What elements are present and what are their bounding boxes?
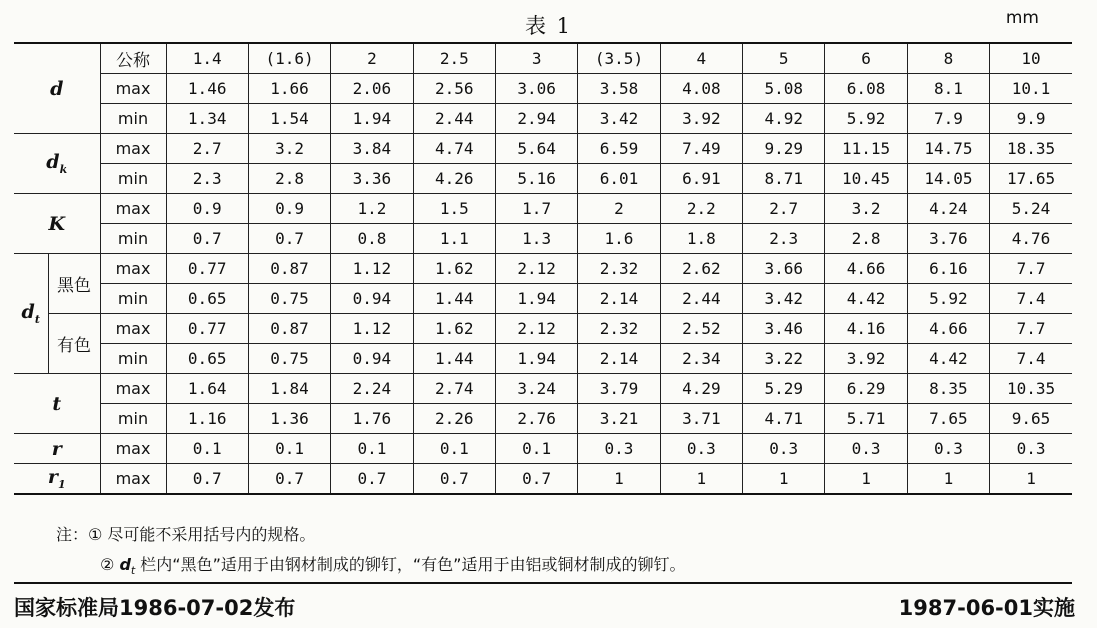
- table-cell: 4.92: [743, 104, 825, 134]
- table-cell: 7.49: [660, 134, 742, 164]
- table-cell: 0.3: [578, 434, 660, 464]
- table-cell: 3.71: [660, 404, 742, 434]
- table-cell: 2.8: [825, 224, 907, 254]
- table-cell: 2.32: [578, 254, 660, 284]
- rivet-dimension-table: [14, 42, 1072, 495]
- table-cell: 2.74: [413, 374, 495, 404]
- table-cell: 3.2: [248, 134, 330, 164]
- limit-max: max: [100, 74, 166, 104]
- table-cell: 2.12: [495, 254, 577, 284]
- table-cell: 0.75: [248, 284, 330, 314]
- limit-max: max: [100, 374, 166, 404]
- table-cell: 1.76: [331, 404, 413, 434]
- table-cell: 0.3: [990, 434, 1072, 464]
- table-cell: 0.94: [331, 284, 413, 314]
- table-cell: 0.3: [825, 434, 907, 464]
- size-header-cell: (1.6): [248, 43, 330, 74]
- table-cell: 2.3: [166, 164, 248, 194]
- table-cell: 1.84: [248, 374, 330, 404]
- table-cell: 10.35: [990, 374, 1072, 404]
- table-cell: 2.94: [495, 104, 577, 134]
- table-cell: 1.12: [331, 254, 413, 284]
- notes: [56, 520, 685, 586]
- table-cell: 0.1: [166, 434, 248, 464]
- table-cell: 1.62: [413, 254, 495, 284]
- size-header-cell: 10: [990, 43, 1072, 74]
- size-header-cell: 3: [495, 43, 577, 74]
- table-cell: 0.1: [331, 434, 413, 464]
- table-row: [14, 434, 1072, 464]
- table-cell: 3.36: [331, 164, 413, 194]
- param-r1: $r_1$: [14, 464, 100, 495]
- table-cell: 2.3: [743, 224, 825, 254]
- table-cell: 5.29: [743, 374, 825, 404]
- limit-max: max: [100, 434, 166, 464]
- size-header-cell: 8: [907, 43, 989, 74]
- table-cell: 7.65: [907, 404, 989, 434]
- table-cell: 5.08: [743, 74, 825, 104]
- table-cell: 1.94: [331, 104, 413, 134]
- table-cell: 2.32: [578, 314, 660, 344]
- table-cell: 4.76: [990, 224, 1072, 254]
- table-cell: 2.8: [248, 164, 330, 194]
- subgroup-colored: 有色: [48, 314, 100, 374]
- table-row: [14, 74, 1072, 104]
- table-cell: 1.46: [166, 74, 248, 104]
- table-cell: 1.7: [495, 194, 577, 224]
- table-row: [14, 224, 1072, 254]
- table-cell: 2.44: [413, 104, 495, 134]
- table-cell: 4.74: [413, 134, 495, 164]
- size-header-cell: 1.4: [166, 43, 248, 74]
- table-cell: 0.7: [166, 464, 248, 495]
- table-cell: 4.66: [825, 254, 907, 284]
- table-cell: 7.4: [990, 284, 1072, 314]
- table-cell: 5.92: [907, 284, 989, 314]
- table-row: [14, 404, 1072, 434]
- table-cell: 0.1: [248, 434, 330, 464]
- table-cell: 6.01: [578, 164, 660, 194]
- table-cell: 14.75: [907, 134, 989, 164]
- table-cell: 2.76: [495, 404, 577, 434]
- table-cell: 1: [743, 464, 825, 495]
- table-cell: 1.1: [413, 224, 495, 254]
- table-cell: 2.56: [413, 74, 495, 104]
- table-cell: 4.71: [743, 404, 825, 434]
- param-dt: $d_t$: [14, 254, 48, 374]
- table-cell: 7.7: [990, 314, 1072, 344]
- table-cell: 1.34: [166, 104, 248, 134]
- table-cell: 5.64: [495, 134, 577, 164]
- param-d: d: [14, 43, 100, 134]
- table-cell: 2.44: [660, 284, 742, 314]
- table-cell: 0.8: [331, 224, 413, 254]
- table-cell: 1.66: [248, 74, 330, 104]
- table-cell: 3.92: [825, 344, 907, 374]
- size-header-cell: 5: [743, 43, 825, 74]
- table-cell: 0.3: [907, 434, 989, 464]
- table-cell: 0.75: [248, 344, 330, 374]
- table-cell: 3.42: [743, 284, 825, 314]
- table-cell: 17.65: [990, 164, 1072, 194]
- table-cell: 0.65: [166, 344, 248, 374]
- table-cell: 3.58: [578, 74, 660, 104]
- table-cell: 0.7: [248, 224, 330, 254]
- table-cell: 1.12: [331, 314, 413, 344]
- table-row: [14, 464, 1072, 495]
- table-cell: 3.79: [578, 374, 660, 404]
- table-cell: 6.29: [825, 374, 907, 404]
- size-header-cell: (3.5): [578, 43, 660, 74]
- nominal-label: 公称: [100, 43, 166, 74]
- table-cell: 3.66: [743, 254, 825, 284]
- table-cell: 2.2: [660, 194, 742, 224]
- table-row: [14, 134, 1072, 164]
- limit-min: min: [100, 104, 166, 134]
- table-row: [14, 374, 1072, 404]
- table-cell: 4.42: [825, 284, 907, 314]
- limit-min: min: [100, 164, 166, 194]
- table-cell: 0.7: [495, 464, 577, 495]
- table-cell: 6.16: [907, 254, 989, 284]
- table-cell: 1: [990, 464, 1072, 495]
- table-row: [14, 194, 1072, 224]
- table-cell: 6.91: [660, 164, 742, 194]
- table-cell: 11.15: [825, 134, 907, 164]
- table-row: [14, 254, 1072, 284]
- table-cell: 7.9: [907, 104, 989, 134]
- table-cell: 2.62: [660, 254, 742, 284]
- limit-max: max: [100, 464, 166, 495]
- table-cell: 1: [578, 464, 660, 495]
- table-cell: 4.42: [907, 344, 989, 374]
- table-cell: 2.24: [331, 374, 413, 404]
- table-cell: 5.16: [495, 164, 577, 194]
- table-cell: 1.94: [495, 344, 577, 374]
- table-cell: 1.2: [331, 194, 413, 224]
- table-cell: 0.7: [413, 464, 495, 495]
- param-dk: $d_k$: [14, 134, 100, 194]
- table-cell: 1.62: [413, 314, 495, 344]
- table-cell: 8.35: [907, 374, 989, 404]
- table-cell: 1.64: [166, 374, 248, 404]
- table-cell: 7.4: [990, 344, 1072, 374]
- table-cell: 1.54: [248, 104, 330, 134]
- table-cell: 3.21: [578, 404, 660, 434]
- table-cell: 2.14: [578, 284, 660, 314]
- limit-min: min: [100, 404, 166, 434]
- table-cell: 0.3: [743, 434, 825, 464]
- limit-max: max: [100, 254, 166, 284]
- table-cell: 2: [578, 194, 660, 224]
- table-cell: 0.94: [331, 344, 413, 374]
- table-cell: 2.14: [578, 344, 660, 374]
- table-cell: 3.92: [660, 104, 742, 134]
- table-cell: 1.5: [413, 194, 495, 224]
- table-cell: 2.52: [660, 314, 742, 344]
- table-cell: 1: [907, 464, 989, 495]
- size-header-cell: 6: [825, 43, 907, 74]
- param-K: K: [14, 194, 100, 254]
- table-cell: 1.6: [578, 224, 660, 254]
- note-1: 注：① 尽可能不采用括号内的规格。: [56, 525, 316, 544]
- table-cell: 3.46: [743, 314, 825, 344]
- table-cell: 18.35: [990, 134, 1072, 164]
- footer-divider: [14, 582, 1072, 584]
- table-cell: 3.42: [578, 104, 660, 134]
- table-cell: 3.22: [743, 344, 825, 374]
- table-cell: 14.05: [907, 164, 989, 194]
- table-cell: 6.59: [578, 134, 660, 164]
- effective-date: 1987-06-01实施: [898, 596, 1075, 620]
- table-caption: 表 1: [524, 14, 573, 38]
- table-cell: 4.08: [660, 74, 742, 104]
- subgroup-black: 黑色: [48, 254, 100, 314]
- table-cell: 2.7: [743, 194, 825, 224]
- table-cell: 1: [825, 464, 907, 495]
- table-cell: 0.9: [166, 194, 248, 224]
- limit-max: max: [100, 134, 166, 164]
- table-cell: 3.06: [495, 74, 577, 104]
- table-cell: 0.7: [166, 224, 248, 254]
- table-cell: 4.26: [413, 164, 495, 194]
- table-cell: 8.1: [907, 74, 989, 104]
- table-cell: 0.9: [248, 194, 330, 224]
- limit-min: min: [100, 344, 166, 374]
- table-cell: 4.24: [907, 194, 989, 224]
- table-cell: 0.77: [166, 314, 248, 344]
- issue-date: 国家标准局1986-07-02发布: [14, 596, 296, 620]
- table-cell: 1.16: [166, 404, 248, 434]
- table-cell: 3.76: [907, 224, 989, 254]
- limit-max: max: [100, 194, 166, 224]
- table-cell: 1.36: [248, 404, 330, 434]
- unit-label: mm: [1005, 8, 1039, 28]
- table-cell: 3.24: [495, 374, 577, 404]
- table-cell: 1.3: [495, 224, 577, 254]
- table-cell: 5.71: [825, 404, 907, 434]
- table-row: [14, 344, 1072, 374]
- table-cell: 0.87: [248, 254, 330, 284]
- table-row: [14, 43, 1072, 74]
- table-cell: 2.12: [495, 314, 577, 344]
- table-cell: 9.29: [743, 134, 825, 164]
- table-cell: 1.44: [413, 284, 495, 314]
- table-cell: 1.44: [413, 344, 495, 374]
- size-header-cell: 4: [660, 43, 742, 74]
- table-cell: 3.2: [825, 194, 907, 224]
- limit-max: max: [100, 314, 166, 344]
- table-cell: 2.06: [331, 74, 413, 104]
- table-cell: 1.94: [495, 284, 577, 314]
- table-row: [14, 284, 1072, 314]
- table-cell: 0.87: [248, 314, 330, 344]
- table-cell: 4.66: [907, 314, 989, 344]
- table-cell: 1: [660, 464, 742, 495]
- note-2: ② $d_t$ 栏内“黑色”适用于由钢材制成的铆钉，“有色”适用于由铝或铜材制成的铆钉。: [100, 555, 686, 578]
- table-cell: 8.71: [743, 164, 825, 194]
- table-cell: 0.65: [166, 284, 248, 314]
- size-header-cell: 2.5: [413, 43, 495, 74]
- param-t: t: [14, 374, 100, 434]
- table-cell: 6.08: [825, 74, 907, 104]
- table-cell: 0.7: [248, 464, 330, 495]
- table-cell: 7.7: [990, 254, 1072, 284]
- table-cell: 0.1: [495, 434, 577, 464]
- table-cell: 10.1: [990, 74, 1072, 104]
- param-r: r: [14, 434, 100, 464]
- table-cell: 1.8: [660, 224, 742, 254]
- table-cell: 2.7: [166, 134, 248, 164]
- table-cell: 5.24: [990, 194, 1072, 224]
- table-cell: 2.34: [660, 344, 742, 374]
- table-cell: 0.3: [660, 434, 742, 464]
- table-cell: 4.29: [660, 374, 742, 404]
- table-row: [14, 164, 1072, 194]
- size-header-cell: 2: [331, 43, 413, 74]
- limit-min: min: [100, 224, 166, 254]
- limit-min: min: [100, 284, 166, 314]
- table-cell: 0.1: [413, 434, 495, 464]
- table-cell: 9.65: [990, 404, 1072, 434]
- table-cell: 4.16: [825, 314, 907, 344]
- table-row: [14, 314, 1072, 344]
- table-cell: 3.84: [331, 134, 413, 164]
- table-cell: 9.9: [990, 104, 1072, 134]
- table-cell: 5.92: [825, 104, 907, 134]
- table-cell: 2.26: [413, 404, 495, 434]
- table-row: [14, 104, 1072, 134]
- table-cell: 0.7: [331, 464, 413, 495]
- table-cell: 0.77: [166, 254, 248, 284]
- table-cell: 10.45: [825, 164, 907, 194]
